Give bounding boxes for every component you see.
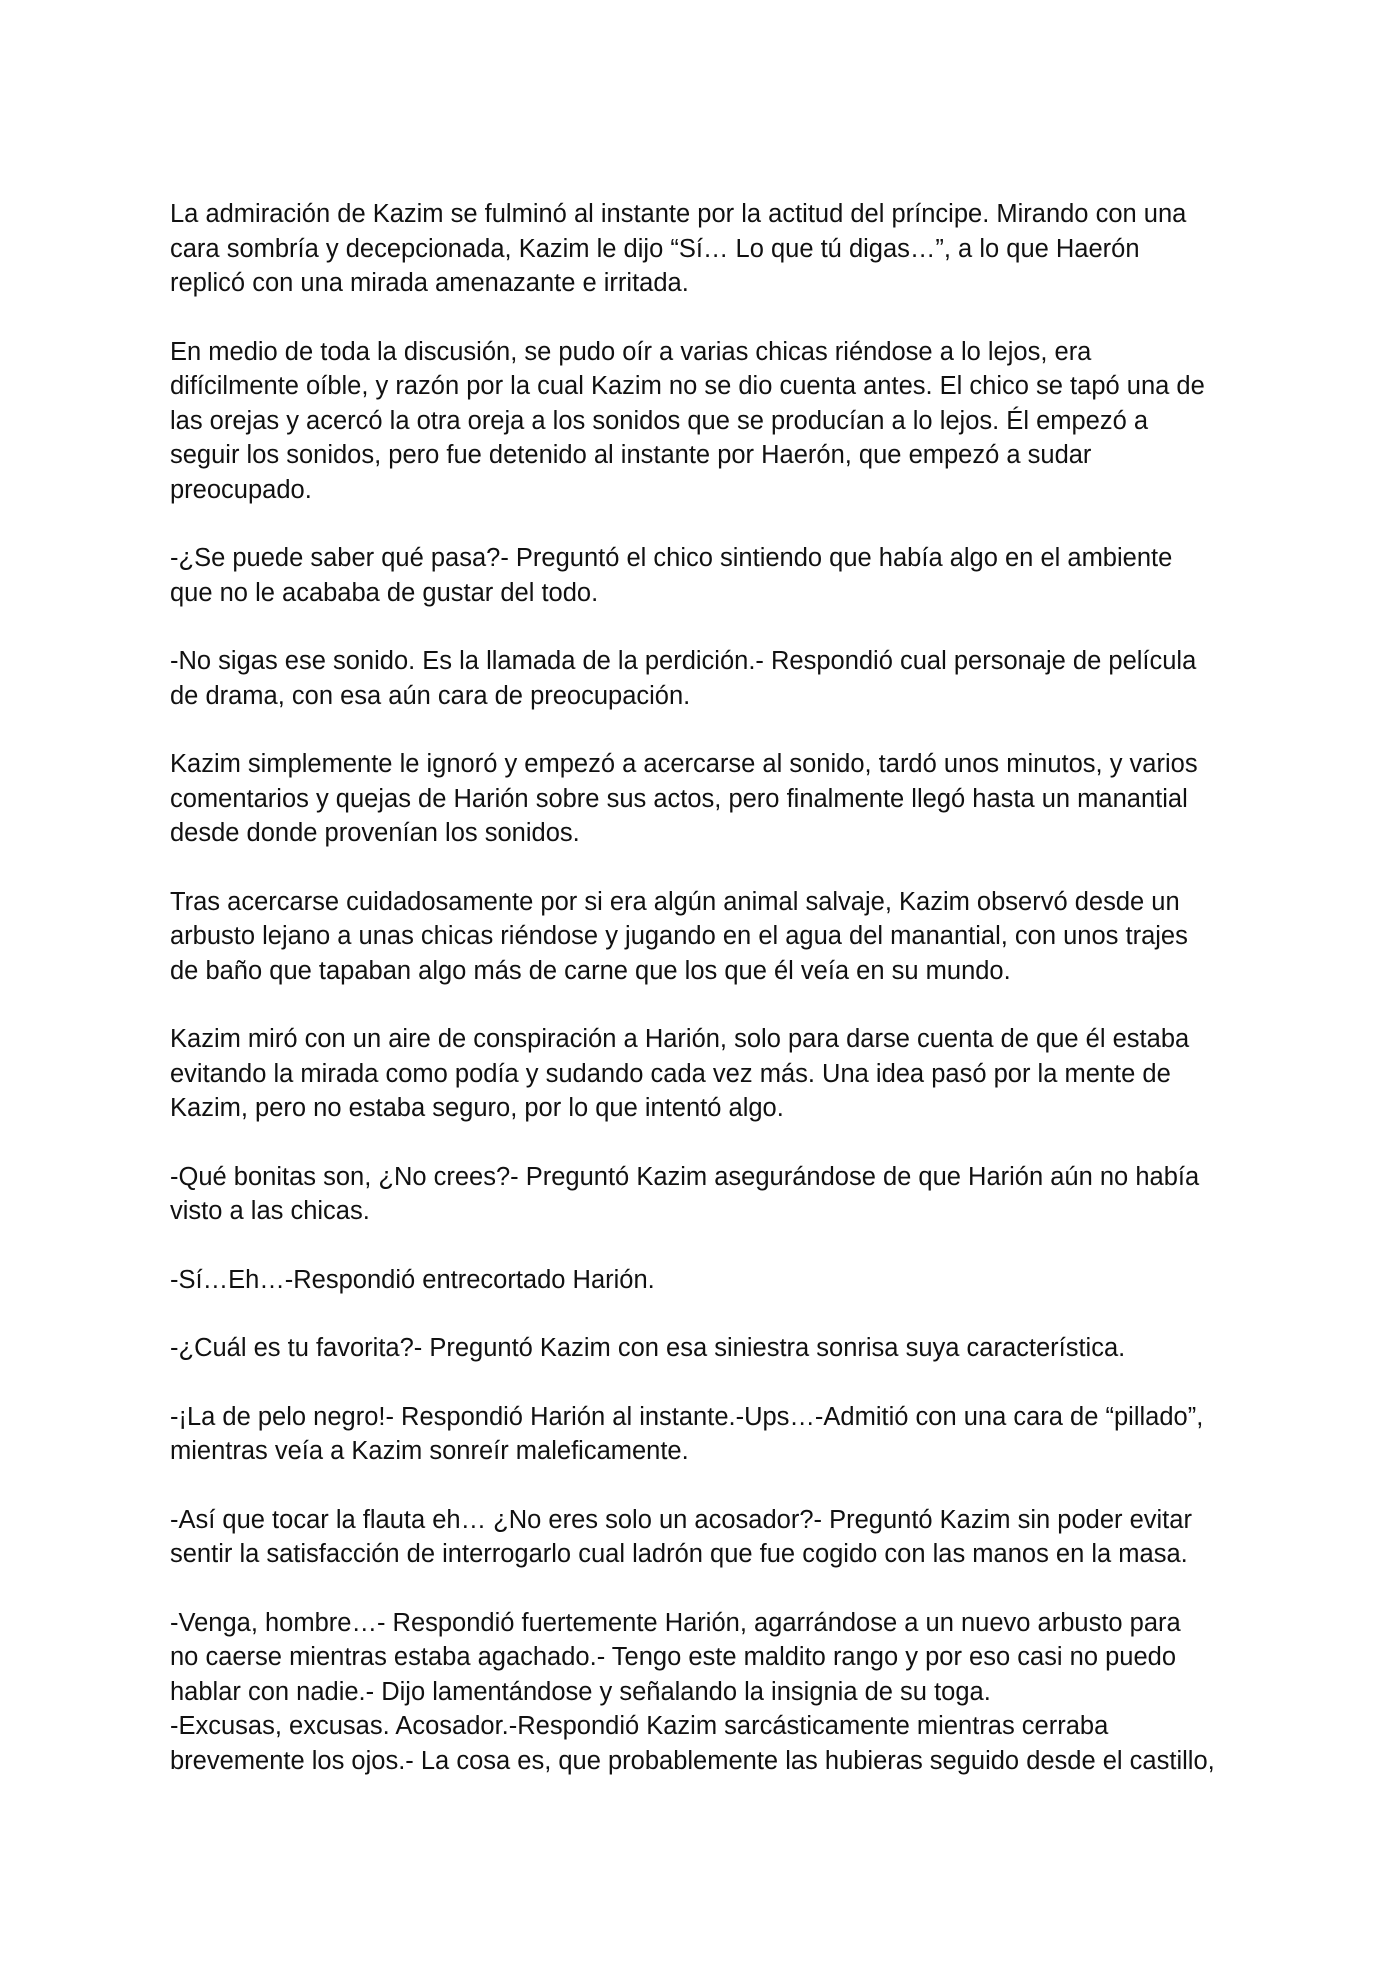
paragraph: -Sí…Eh…-Respondió entrecortado Harión. bbox=[170, 1265, 655, 1294]
paragraph: -Así que tocar la flauta eh… ¿No eres solo un acosador?- Preguntó Kazim sin poder evitar sentir la satisfacción de interrogarlo cual ladrón que fue cogido con las manos en la masa. bbox=[170, 1505, 1192, 1568]
paragraph: Kazim simplemente le ignoró y empezó a acercarse al sonido, tardó unos minutos, y varios comentarios y quejas de Harión sobre sus actos, pero finalmente llegó hasta un manantial desde donde provenían los sonidos. bbox=[170, 750, 1198, 847]
paragraph: Tras acercarse cuidadosamente por si era algún animal salvaje, Kazim observó desde un arbusto lejano a unas chicas riéndose y jugando en el agua del manantial, con unos trajes de baño que tapaban algo más de carne que los que él veía en su mundo. bbox=[170, 887, 1188, 985]
paragraph: -Venga, hombre…- Respondió fuertemente Harión, agarrándose a un nuevo arbusto para no caerse mientras estaba agachado.- Tengo este maldito rango y por eso casi no puedo hablar con nadie.- Dijo lamentándose y señalando la insignia de su toga. bbox=[170, 1608, 1181, 1706]
paragraph: -¿Cuál es tu favorita?- Preguntó Kazim con esa siniestra sonrisa suya característica. bbox=[170, 1334, 1126, 1362]
paragraph: La admiración de Kazim se fulminó al instante por la actitud del príncipe. Mirando con una cara sombría y decepcionada, Kazim le dijo “Sí… Lo que tú digas…”, a lo que Haerón replicó con una mirada amenazante e irritada. bbox=[170, 200, 1187, 297]
paragraph: -No sigas ese sonido. Es la llamada de la perdición.- Respondió cual personaje de película de drama, con esa aún cara de preocupación. bbox=[170, 647, 1197, 710]
paragraph: -¡La de pelo negro!- Respondió Harión al instante.-Ups…-Admitió con una cara de “pillado”, mientras veía a Kazim sonreír maleficamente. bbox=[170, 1402, 1204, 1465]
paragraph: -Excusas, excusas. Acosador.-Respondió Kazim sarcásticamente mientras cerraba brevemente los ojos.- La cosa es, que probablemente las hubieras seguido desde el castillo, bbox=[170, 1712, 1215, 1775]
paragraph: En medio de toda la discusión, se pudo oír a varias chicas riéndose a lo lejos, era difícilmente oíble, y razón por la cual Kazim no se dio cuenta antes. El chico se tapó una de las orejas y acercó la otra oreja a los sonidos que se producían a lo lejos. Él empezó a seguir los sonidos, pero fue detenido al instante por Haerón, que empezó a sudar preocupado. bbox=[170, 337, 1205, 504]
paragraph: -¿Se puede saber qué pasa?- Preguntó el chico sintiendo que había algo en el ambiente que no le acababa de gustar del todo. bbox=[170, 544, 1173, 607]
paragraph: Kazim miró con un aire de conspiración a Harión, solo para darse cuenta de que él estaba evitando la mirada como podía y sudando cada vez más. Una idea pasó por la mente de Kazim, pero no estaba seguro, por lo que intentó algo. bbox=[170, 1025, 1190, 1122]
document-body bbox=[170, 197, 1245, 1778]
paragraph: -Qué bonitas son, ¿No crees?- Preguntó Kazim asegurándose de que Harión aún no había visto a las chicas. bbox=[170, 1162, 1200, 1225]
